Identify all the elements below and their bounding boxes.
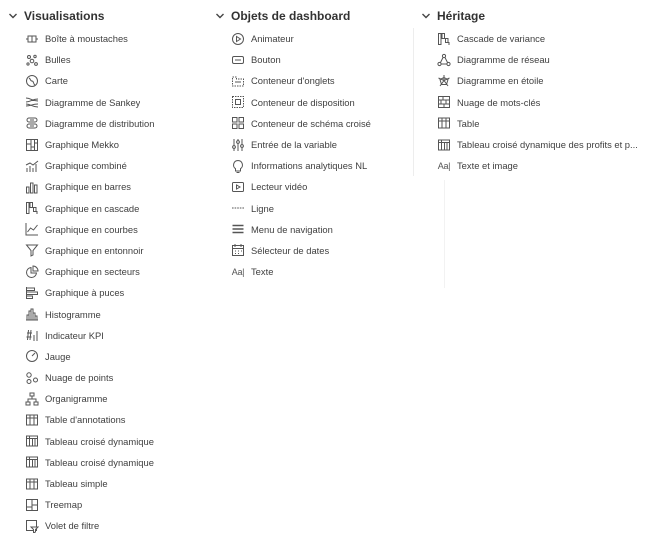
item-graphique-combine[interactable] <box>25 155 154 176</box>
item-cascade-de-variance[interactable] <box>437 28 638 49</box>
item-diagramme-de-reseau[interactable] <box>437 49 638 70</box>
pivot-table-icon <box>25 455 39 469</box>
table-icon <box>25 477 39 491</box>
treemap-icon <box>25 498 39 512</box>
section-title: Objets de dashboard <box>231 9 351 23</box>
item-label: Informations analytiques NL <box>251 160 368 172</box>
item-histogramme[interactable] <box>25 303 154 324</box>
item-graphique-en-secteurs[interactable] <box>25 261 154 282</box>
play-circle-icon <box>231 32 245 46</box>
menu-icon <box>231 222 245 236</box>
video-player-icon <box>231 180 245 194</box>
section-header-dashboard-objects[interactable] <box>215 8 350 24</box>
item-label: Ligne <box>251 202 274 214</box>
item-informations-analytiques-nl[interactable] <box>231 155 371 176</box>
item-label: Boîte à moustaches <box>45 33 128 45</box>
item-label: Lecteur vidéo <box>251 181 308 193</box>
tab-container-icon <box>231 74 245 88</box>
section-title: Visualisations <box>24 9 105 23</box>
grid-container-icon <box>231 116 245 130</box>
item-nuage-de-points[interactable] <box>25 367 154 388</box>
item-label: Graphique en secteurs <box>45 266 140 278</box>
item-label: Graphique Mekko <box>45 139 119 151</box>
item-conteneur-de-disposition[interactable] <box>231 92 371 113</box>
item-graphique-en-entonnoir[interactable] <box>25 240 154 261</box>
item-texte[interactable] <box>231 261 371 282</box>
item-label: Diagramme de Sankey <box>45 96 141 108</box>
item-bouton[interactable] <box>231 49 371 70</box>
distribution-icon <box>25 116 39 130</box>
column-divider <box>444 180 445 288</box>
item-label: Tableau croisé dynamique <box>45 435 154 447</box>
combo-chart-icon <box>25 159 39 173</box>
sliders-icon <box>231 138 245 152</box>
item-nuage-de-mots-cles[interactable] <box>437 92 638 113</box>
item-selecteur-de-dates[interactable] <box>231 240 371 261</box>
item-label: Graphique à puces <box>45 287 125 299</box>
item-entree-de-la-variable[interactable] <box>231 134 371 155</box>
section-header-legacy[interactable] <box>421 8 485 24</box>
item-graphique-mekko[interactable] <box>25 134 154 155</box>
table-icon <box>25 413 39 427</box>
item-label: Tableau simple <box>45 478 108 490</box>
kpi-icon <box>25 328 39 342</box>
word-cloud-icon <box>437 95 451 109</box>
item-label: Bulles <box>45 54 71 66</box>
item-tableau-croise-dynamique[interactable] <box>25 452 154 473</box>
item-jauge[interactable] <box>25 346 154 367</box>
scatter-icon <box>25 371 39 385</box>
text-icon: Aa| <box>437 160 451 171</box>
star-chart-icon <box>437 74 451 88</box>
item-boite-a-moustaches[interactable] <box>25 28 154 49</box>
item-lecteur-video[interactable] <box>231 176 371 197</box>
waterfall-icon <box>25 201 39 215</box>
column-divider <box>413 28 414 176</box>
item-label: Entrée de la variable <box>251 139 337 151</box>
legacy-list <box>437 28 638 176</box>
item-label: Graphique combiné <box>45 160 127 172</box>
histogram-icon <box>25 307 39 321</box>
item-conteneur-de-schema-croise[interactable] <box>231 113 371 134</box>
item-treemap[interactable] <box>25 494 154 515</box>
item-tableau-simple[interactable] <box>25 473 154 494</box>
insight-bulb-icon <box>231 159 245 173</box>
item-label: Diagramme de réseau <box>457 54 550 66</box>
item-label: Organigramme <box>45 393 108 405</box>
item-label: Treemap <box>45 499 83 511</box>
item-carte[interactable] <box>25 70 154 91</box>
item-label: Graphique en barres <box>45 181 131 193</box>
item-organigramme[interactable] <box>25 388 154 409</box>
chevron-down-icon <box>421 11 431 21</box>
funnel-icon <box>25 243 39 257</box>
item-tableau-croise-dynamique-des-profits-et-p[interactable] <box>437 134 638 155</box>
item-table[interactable] <box>437 113 638 134</box>
item-label: Sélecteur de dates <box>251 244 330 256</box>
bullet-chart-icon <box>25 286 39 300</box>
item-label: Diagramme en étoile <box>457 75 544 87</box>
item-label: Tableau croisé dynamique <box>45 456 154 468</box>
item-ligne[interactable] <box>231 198 371 219</box>
item-diagramme-en-etoile[interactable] <box>437 70 638 91</box>
map-icon <box>25 74 39 88</box>
item-label: Table d'annotations <box>45 414 126 426</box>
item-animateur[interactable] <box>231 28 371 49</box>
item-graphique-en-cascade[interactable] <box>25 198 154 219</box>
pivot-table-icon <box>25 434 39 448</box>
item-label: Conteneur de disposition <box>251 96 355 108</box>
item-graphique-en-courbes[interactable] <box>25 219 154 240</box>
item-label: Bouton <box>251 54 281 66</box>
item-table-d-annotations[interactable] <box>25 409 154 430</box>
item-label: Conteneur de schéma croisé <box>251 117 371 129</box>
item-label: Graphique en entonnoir <box>45 244 144 256</box>
item-label: Indicateur KPI <box>45 329 104 341</box>
button-icon <box>231 53 245 67</box>
item-label: Animateur <box>251 33 294 45</box>
item-label: Diagramme de distribution <box>45 117 155 129</box>
item-label: Nuage de points <box>45 372 114 384</box>
item-diagramme-de-distribution[interactable] <box>25 113 154 134</box>
item-conteneur-d-onglets[interactable] <box>231 70 371 91</box>
waterfall-icon <box>437 32 451 46</box>
item-label: Carte <box>45 75 68 87</box>
item-label: Nuage de mots-clés <box>457 96 541 108</box>
item-texte-et-image[interactable] <box>437 155 638 176</box>
item-label: Texte <box>251 266 274 278</box>
pie-chart-icon <box>25 265 39 279</box>
dashboard-objects-list <box>231 28 371 282</box>
item-label: Cascade de variance <box>457 33 546 45</box>
section-header-visualisations[interactable] <box>8 8 104 24</box>
line-chart-icon <box>25 222 39 236</box>
gauge-icon <box>25 349 39 363</box>
item-label: Histogramme <box>45 308 101 320</box>
calendar-icon <box>231 243 245 257</box>
item-graphique-en-barres[interactable] <box>25 176 154 197</box>
network-icon <box>437 53 451 67</box>
chevron-down-icon <box>8 11 18 21</box>
text-icon: Aa| <box>231 266 245 277</box>
item-label: Conteneur d'onglets <box>251 75 335 87</box>
org-chart-icon <box>25 392 39 406</box>
item-tableau-croise-dynamique[interactable] <box>25 431 154 452</box>
item-label: Table <box>457 117 480 129</box>
item-label: Tableau croisé dynamique des profits et p... <box>457 139 638 151</box>
pivot-table-icon <box>437 138 451 152</box>
item-label: Volet de filtre <box>45 520 100 532</box>
item-indicateur-kpi[interactable] <box>25 325 154 346</box>
filter-pane-icon <box>25 519 39 533</box>
table-icon <box>437 116 451 130</box>
item-diagramme-de-sankey[interactable] <box>25 92 154 113</box>
item-graphique-a-puces[interactable] <box>25 282 154 303</box>
mekko-icon <box>25 138 39 152</box>
item-menu-de-navigation[interactable] <box>231 219 371 240</box>
visualisations-list <box>25 28 154 537</box>
item-label: Texte et image <box>457 160 518 172</box>
item-bulles[interactable] <box>25 49 154 70</box>
chevron-down-icon <box>215 11 225 21</box>
item-label: Menu de navigation <box>251 223 333 235</box>
section-title: Héritage <box>437 9 486 23</box>
box-plot-icon <box>25 32 39 46</box>
layout-container-icon <box>231 95 245 109</box>
item-volet-de-filtre[interactable] <box>25 515 154 536</box>
dashed-line-icon <box>231 201 245 215</box>
item-label: Graphique en cascade <box>45 202 140 214</box>
bar-chart-icon <box>25 180 39 194</box>
item-label: Jauge <box>45 350 71 362</box>
item-label: Graphique en courbes <box>45 223 138 235</box>
bubble-icon <box>25 53 39 67</box>
sankey-icon <box>25 95 39 109</box>
